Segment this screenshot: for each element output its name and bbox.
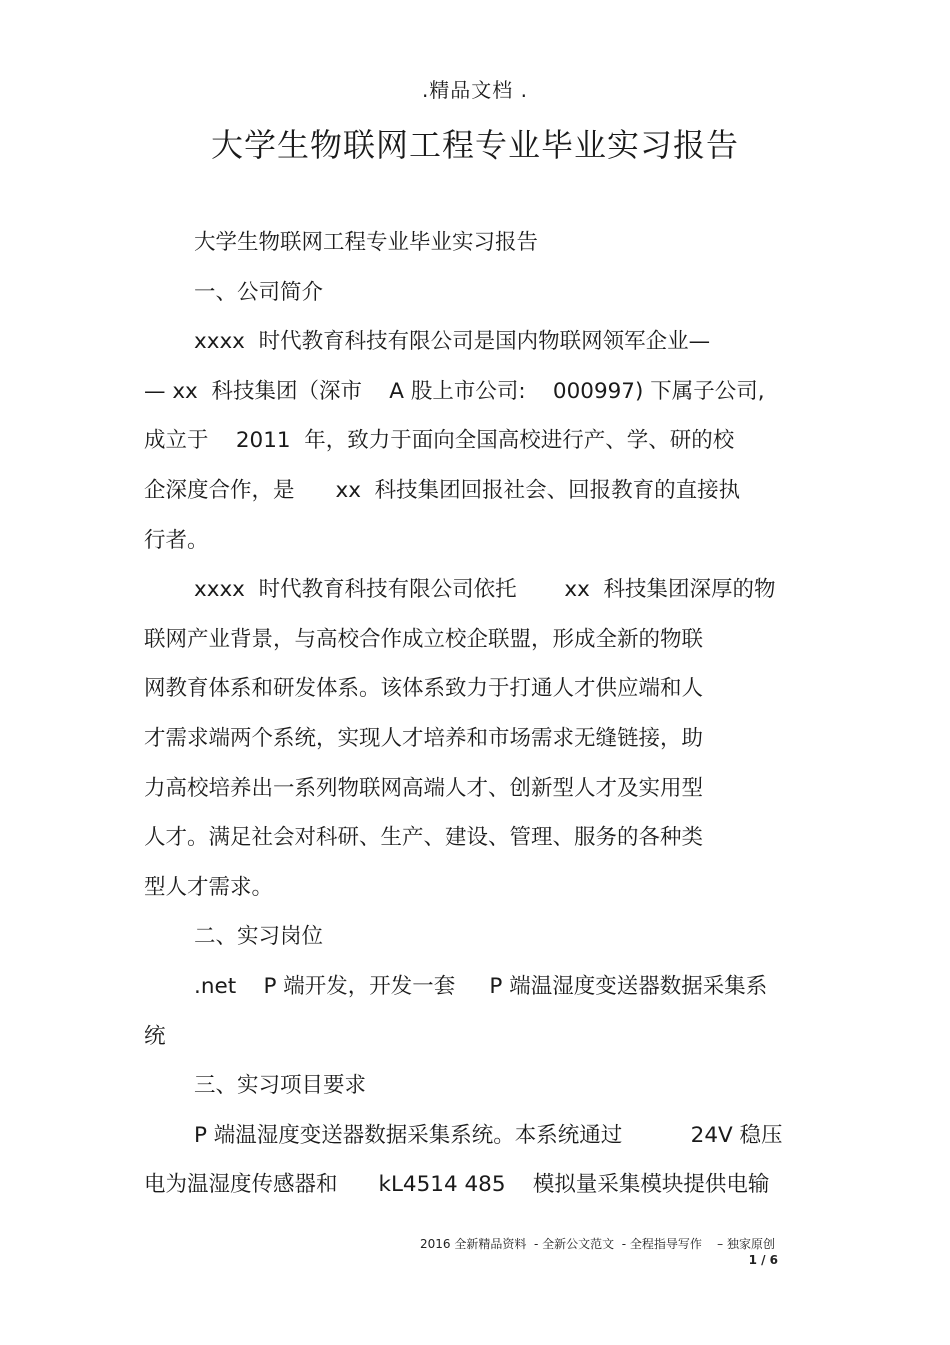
body-line: .net P 端开发，开发一套 P 端温湿度变送器数据采集系 [194,973,768,999]
body-line: — xx 科技集团（深市 A 股上市公司: 000997) 下属子公司, [144,378,765,404]
document-body [144,218,824,1210]
document-title: 大学生物联网工程专业毕业实习报告 [210,126,739,164]
body-line: 人才。满足社会对科研、生产、建设、管理、服务的各种类 [144,825,704,851]
section-heading: 一、公司简介 [194,279,324,305]
section-heading: 三、实习项目要求 [194,1073,367,1099]
body-line: 网教育体系和研发体系。该体系致力于打通人才供应端和人 [144,676,704,702]
body-line: 行者。 [144,527,209,553]
body-line: 大学生物联网工程专业毕业实习报告 [194,230,539,255]
body-line: 力高校培养出一系列物联网高端人才、创新型人才及实用型 [144,775,704,801]
body-line: 统 [144,1023,166,1049]
page-number: 1 / 6 [748,1253,778,1267]
body-line: 联网产业背景，与高校合作成立校企联盟，形成全新的物联 [144,626,704,652]
body-line: xxxx 时代教育科技有限公司是国内物联网领军企业— [194,329,711,355]
body-line: 才需求端两个系统，实现人才培养和市场需求无缝链接，助 [144,725,704,751]
body-line: xxxx 时代教育科技有限公司依托 xx 科技集团深厚的物 [194,577,776,603]
footer-note: 2016 全新精品资料 - 全新公文范文 - 全程指导写作 – 独家原创 [420,1237,775,1251]
body-line: 企深度合作，是 xx 科技集团回报社会、回报教育的直接执 [144,477,741,503]
body-line: 型人才需求。 [144,874,274,900]
page-header: .精品文档 . [421,78,529,102]
body-line: 成立于 2011 年，致力于面向全国高校进行产、学、研的校 [144,428,735,454]
body-line: 电为温湿度传感器和 kL4514 485 模拟量采集模块提供电输 [144,1172,770,1198]
section-heading: 二、实习岗位 [194,924,324,950]
body-line: P 端温湿度变送器数据采集系统。本系统通过 24V 稳压 [194,1122,783,1148]
